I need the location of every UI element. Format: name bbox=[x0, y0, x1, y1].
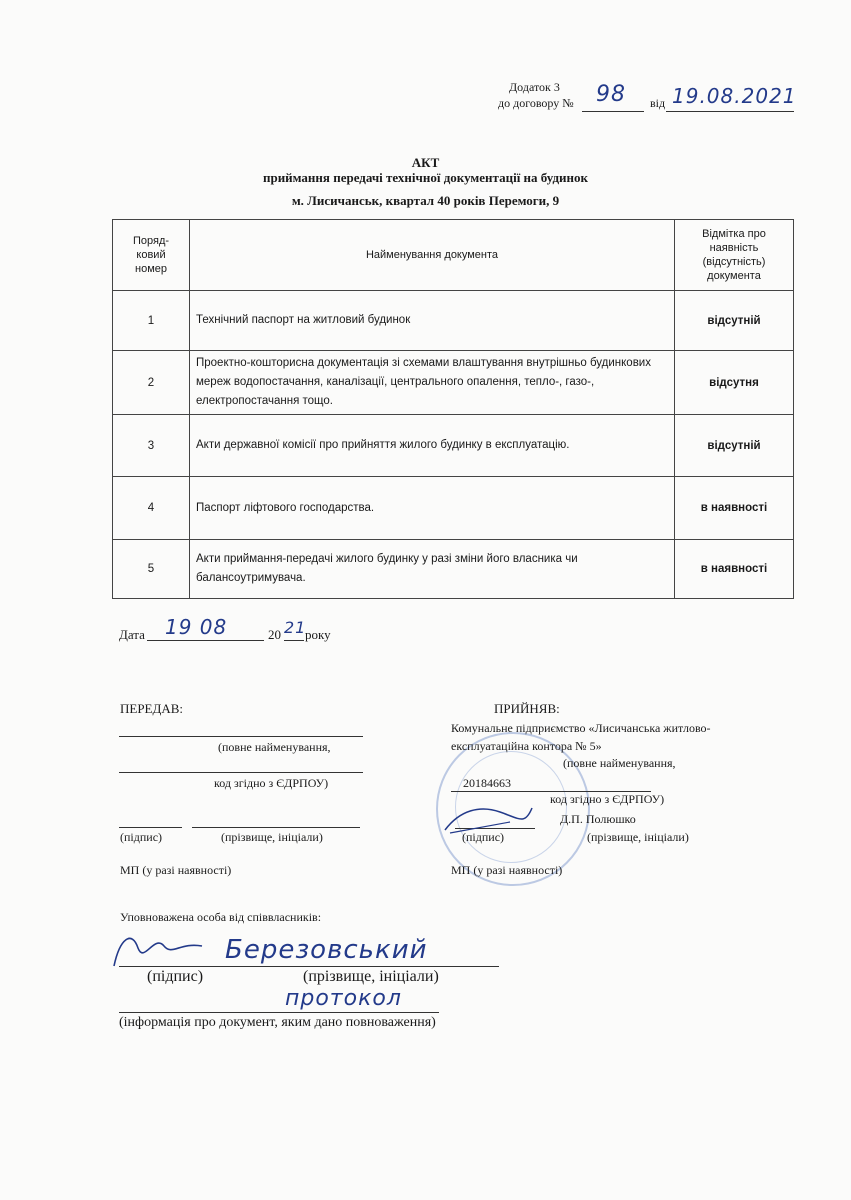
column-header-number: Поряд-ковий номер bbox=[113, 220, 190, 291]
act-subtitle: приймання передачі технічної документації на будинок bbox=[262, 170, 589, 185]
date-handwritten: 19 08 bbox=[165, 615, 228, 639]
document-name: Проектно-кошторисна документація зі схемами влаштування внутрішньо будинкових мереж водопостачання, каналізації, центрального опалення, тепло-, газо-, електропостачання тощо. bbox=[190, 351, 675, 415]
table-row bbox=[113, 291, 794, 351]
table-header-row bbox=[113, 220, 794, 291]
contract-date-handwritten: 19.08.2021 bbox=[672, 84, 797, 108]
transferred-edrpou-hint: код згідно з ЄДРПОУ) bbox=[214, 776, 329, 790]
row-number: 3 bbox=[113, 415, 190, 477]
transferred-name-hint: (повне найменування, bbox=[218, 740, 331, 754]
table-row bbox=[113, 351, 794, 415]
authorized-document-handwritten: протокол bbox=[285, 986, 402, 1011]
year-prefix: 20 bbox=[268, 627, 281, 642]
document-name: Паспорт ліфтового господарства. bbox=[190, 477, 675, 540]
column-header-presence: Відмітка про наявність (відсутність) документа bbox=[675, 220, 794, 291]
contract-number-field bbox=[582, 84, 644, 112]
row-number: 1 bbox=[113, 291, 190, 351]
contract-number-label: до договору № bbox=[498, 96, 574, 110]
authorized-name-handwritten: Березовський bbox=[225, 935, 428, 965]
date-field bbox=[147, 615, 264, 641]
table-row bbox=[113, 477, 794, 540]
transferred-heading: ПЕРЕДАВ: bbox=[120, 701, 184, 716]
accepted-edrpou-hint: код згідно з ЄДРПОУ) bbox=[550, 792, 665, 806]
column-header-document: Найменування документа bbox=[190, 220, 675, 291]
transferred-signature-line bbox=[119, 815, 182, 828]
accepted-edrpou-line bbox=[451, 776, 651, 792]
authorized-signature-hint: (підпис) bbox=[147, 968, 204, 985]
accepted-signature-hint: (підпис) bbox=[462, 830, 505, 844]
presence-mark: відсутній bbox=[675, 415, 794, 477]
row-number: 4 bbox=[113, 477, 190, 540]
date-label: Дата bbox=[119, 627, 145, 642]
presence-mark: в наявності bbox=[675, 540, 794, 599]
contract-number-handwritten: 98 bbox=[596, 82, 626, 107]
transferred-surname-line bbox=[192, 815, 360, 828]
contract-date-field bbox=[666, 84, 797, 112]
table-row bbox=[113, 415, 794, 477]
act-title: АКТ bbox=[411, 155, 440, 170]
accepted-surname-hint: (прізвище, ініціали) bbox=[587, 830, 689, 844]
authorized-heading: Уповноважена особа від співвласників: bbox=[120, 910, 322, 924]
authorized-surname-hint: (прізвище, ініціали) bbox=[303, 968, 439, 985]
authorized-document-hint: (інформація про документ, яким дано повноваження) bbox=[119, 1015, 436, 1030]
presence-mark: відсутня bbox=[675, 351, 794, 415]
table-row bbox=[113, 540, 794, 599]
authorized-signature bbox=[110, 928, 205, 970]
document-name: Акти державної комісії про прийняття жилого будинку в експлуатацію. bbox=[190, 415, 675, 477]
appendix-label: Додаток 3 bbox=[509, 80, 560, 94]
accepted-heading: ПРИЙНЯВ: bbox=[494, 701, 560, 716]
transferred-surname-hint: (прізвище, ініціали) bbox=[221, 830, 323, 844]
presence-mark: відсутній bbox=[675, 291, 794, 351]
accepted-edrpou-value: 20184663 bbox=[463, 776, 511, 790]
accepted-seal: МП (у разі наявності) bbox=[451, 863, 563, 877]
accepted-org-line1: Комунальне підприємство «Лисичанська житлово- bbox=[451, 721, 711, 735]
building-address: м. Лисичанськ, квартал 40 років Перемоги, 9 bbox=[291, 193, 560, 208]
year-suffix: року bbox=[305, 627, 331, 642]
presence-mark: в наявності bbox=[675, 477, 794, 540]
year-field bbox=[284, 618, 307, 641]
accepted-signer-name: Д.П. Полюшко bbox=[560, 812, 636, 826]
document-name: Технічний паспорт на житловий будинок bbox=[190, 291, 675, 351]
transferred-edrpou-line bbox=[119, 758, 363, 773]
transferred-name-line bbox=[119, 722, 363, 737]
transferred-seal: МП (у разі наявності) bbox=[120, 863, 232, 877]
accepted-org-line2: експлуатаційна контора № 5» bbox=[451, 739, 602, 753]
documents-table bbox=[112, 219, 794, 599]
row-number: 2 bbox=[113, 351, 190, 415]
row-number: 5 bbox=[113, 540, 190, 599]
transferred-signature-hint: (підпис) bbox=[120, 830, 163, 844]
year-handwritten: 21 bbox=[284, 618, 307, 637]
contract-date-label: від bbox=[650, 96, 666, 110]
document-name: Акти приймання-передачі жилого будинку у разі зміни його власника чи балансоутримувача. bbox=[190, 540, 675, 599]
accepted-name-hint: (повне найменування, bbox=[563, 756, 676, 770]
